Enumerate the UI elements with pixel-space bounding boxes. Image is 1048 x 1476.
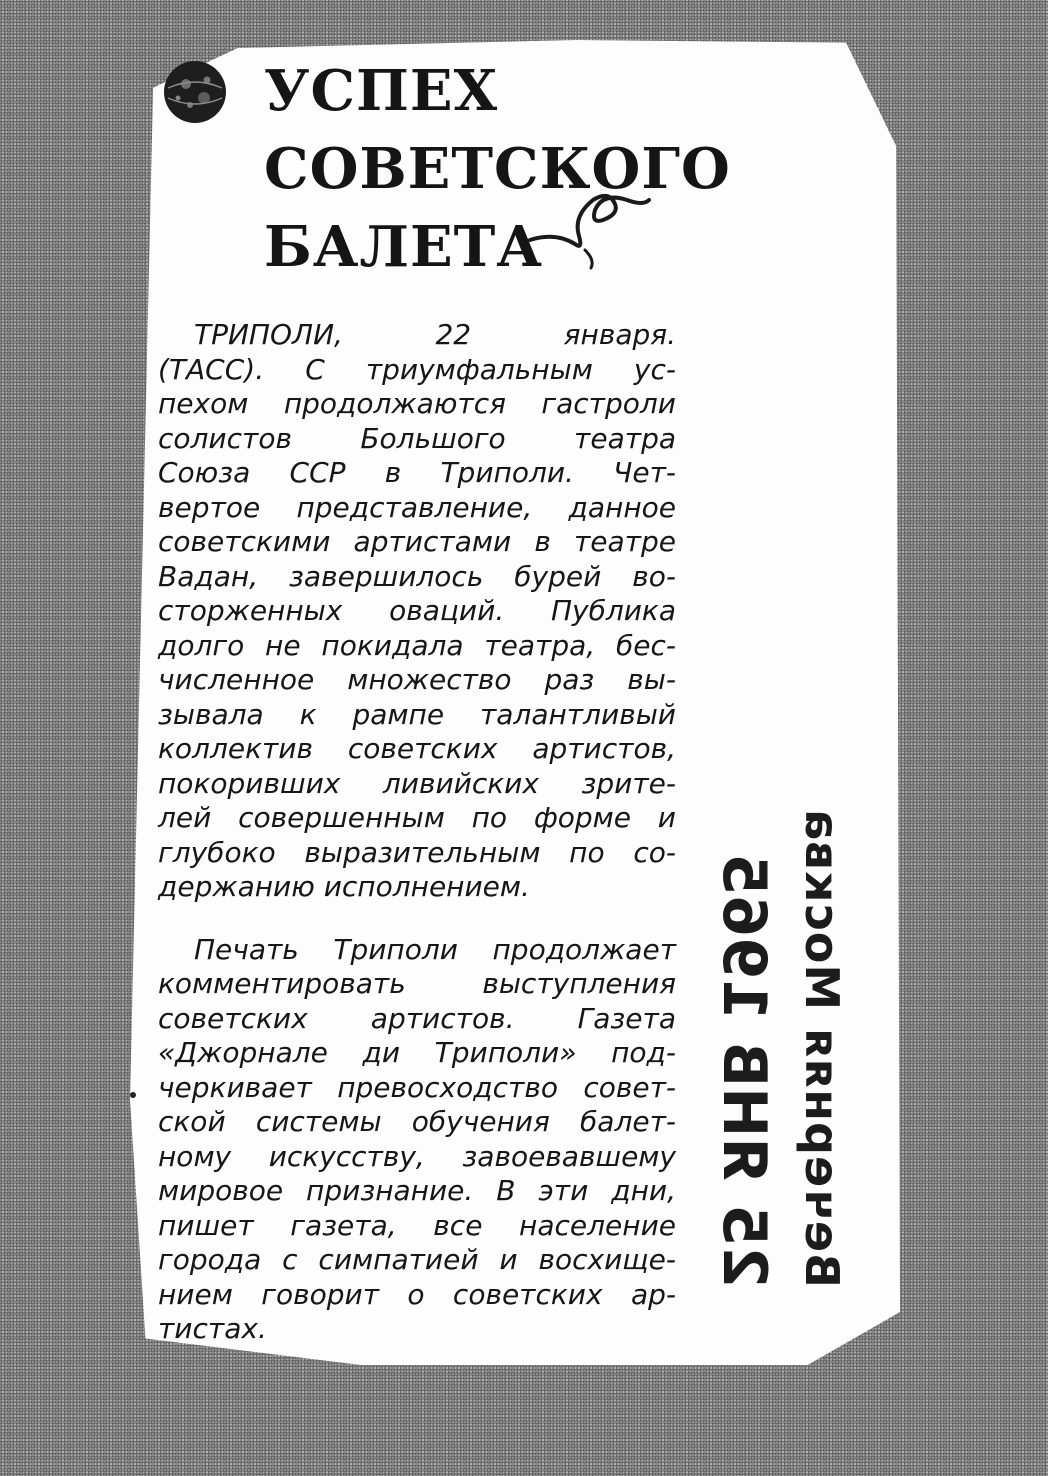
article-line: ному искусству, завоевавшему [158,1139,676,1173]
article-line: держанию исполнением. [158,870,530,903]
article-paragraph [158,933,676,1347]
article-line: ТРИПОЛИ, 22 января. [194,318,676,351]
article-line: пишет газета, все население [158,1208,676,1242]
article-line: глубоко выразительным по со- [158,835,676,869]
article-paragraph [158,318,676,905]
article-line: ской системы обучения балет- [158,1105,676,1138]
stamp-newspaper: Вечерняя Москва [795,808,849,1288]
article-line: численное множество раз вы- [158,663,676,696]
article-line: мировое признание. В эти дни, [158,1174,676,1207]
headline-line: СОВЕТСКОГО [264,136,731,202]
headline [264,52,731,286]
article-line: долго не покидала театра, бес- [158,628,676,662]
globe-emblem-icon [160,58,230,126]
article-line: комментировать выступления [158,967,676,1000]
article-line: Союза ССР в Триполи. Чет- [158,456,676,489]
article-line: Печать Триполи продолжает [194,932,676,966]
article-line: города с симпатией и восхище- [158,1243,676,1276]
article-line: черкивает превосходство совет- [158,1070,676,1104]
article-line: нием говорит о советских ар- [158,1277,676,1311]
article-line: вертое представление, данное [158,490,676,524]
article-line: (ТАСС). С триумфальным ус- [158,352,676,386]
headline-line: БАЛЕТА [264,214,543,280]
article-line: зывала к рампе талантливый [158,697,676,731]
article-line: советских артистов. Газета [158,1001,676,1035]
article-line: лей совершенным по форме и [158,801,676,834]
article-line: сторженных оваций. Публика [158,594,676,627]
headline-line: УСПЕХ [264,58,499,124]
article-line: «Джорнале ди Триполи» под- [158,1036,676,1069]
article-line: Вадан, завершилось бурей во- [158,559,676,593]
stamp-date: 25 ЯНВ 1965 [709,853,779,1288]
article-line: солистов Большого театра [158,421,676,455]
article-line: тистах. [158,1312,267,1345]
article-line: коллектив советских артистов, [158,732,676,765]
article-body [158,318,676,1347]
article-line: пехом продолжаются гастроли [158,387,676,420]
ink-dot-icon [128,1090,138,1100]
article-line: покоривших ливийских зрите- [158,766,676,800]
ink-flourish-icon [525,180,655,270]
article-line: советскими артистами в театре [158,525,676,558]
source-stamp [709,428,849,1288]
